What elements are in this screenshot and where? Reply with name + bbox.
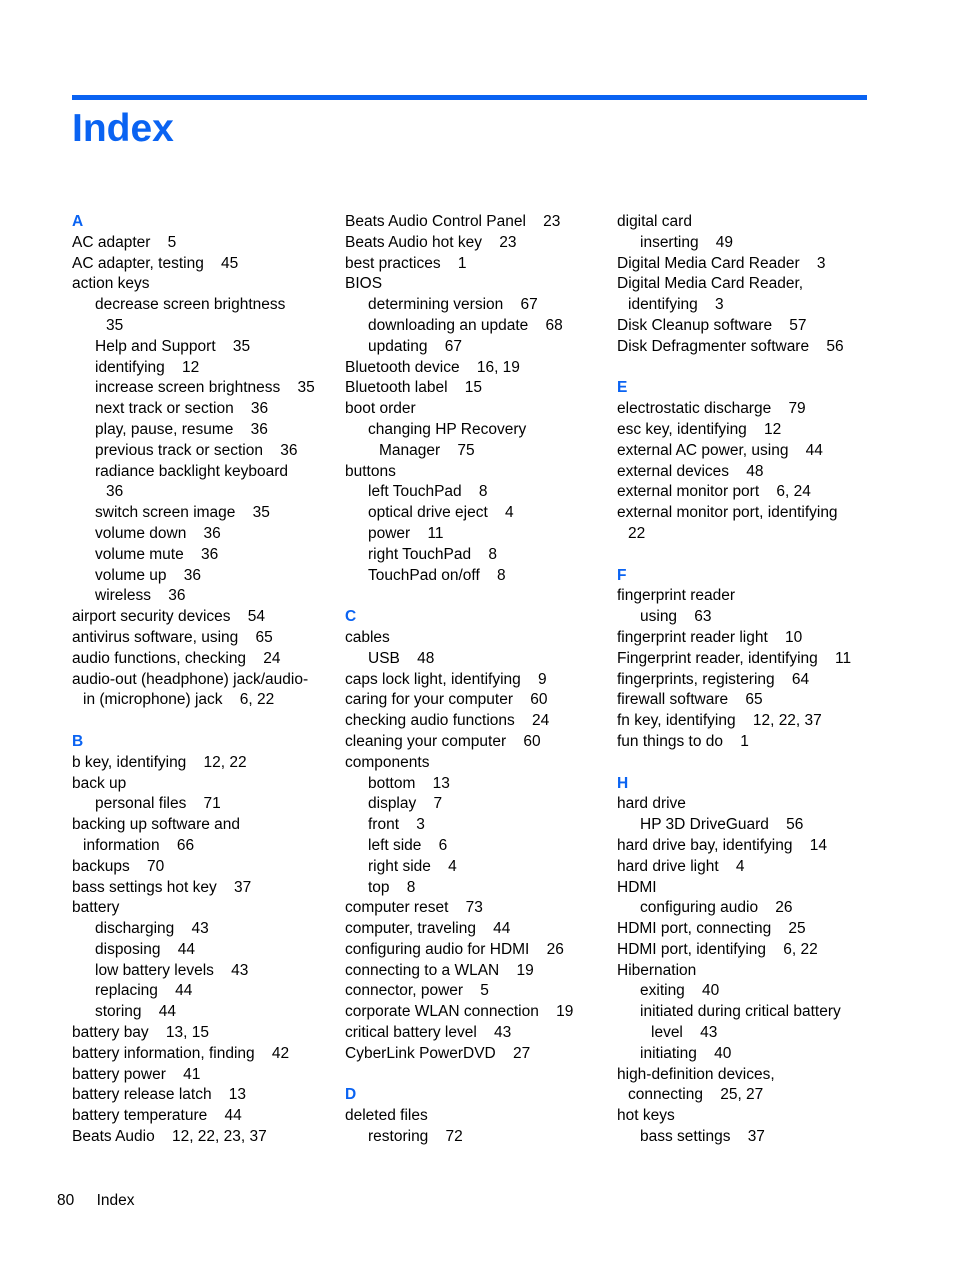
- index-entry: HDMI port, identifying 6, 22: [617, 940, 818, 958]
- index-subentry: right side 4: [368, 857, 457, 875]
- index-entry: connecting 25, 27: [628, 1086, 764, 1104]
- index-entry: Beats Audio hot key 23: [345, 233, 517, 251]
- section-letter-heading: H: [617, 774, 629, 792]
- index-subentry: Manager 75: [379, 441, 475, 459]
- index-subentry: level 43: [651, 1024, 718, 1042]
- section-letter-heading: D: [345, 1086, 357, 1104]
- index-subentry: previous track or section 36: [95, 441, 298, 459]
- footer-label: Index: [96, 1192, 135, 1209]
- index-entry: backing up software and: [72, 816, 241, 834]
- index-entry: connecting to a WLAN 19: [345, 961, 534, 979]
- index-entry: hard drive bay, identifying 14: [617, 836, 827, 854]
- index-subentry: identifying 12: [95, 358, 200, 376]
- section-gap: [617, 358, 887, 379]
- index-entry: 22: [628, 524, 646, 542]
- index-entry: external devices 48: [617, 462, 764, 480]
- index-entry: Disk Cleanup software 57: [617, 316, 807, 334]
- index-subentry: personal files 71: [95, 795, 221, 813]
- index-subentry: low battery levels 43: [95, 961, 249, 979]
- index-entry: CyberLink PowerDVD 27: [345, 1044, 531, 1062]
- index-column-2: [345, 212, 615, 1148]
- index-entry: high-definition devices,: [617, 1065, 775, 1083]
- index-entry: firewall software 65: [617, 691, 763, 709]
- page-title: Index: [72, 107, 174, 150]
- index-subentry: volume down 36: [95, 524, 221, 542]
- index-entry: computer, traveling 44: [345, 920, 511, 938]
- index-entry: battery bay 13, 15: [72, 1024, 210, 1042]
- index-subentry: downloading an update 68: [368, 316, 563, 334]
- index-subentry: initiated during critical battery: [640, 1003, 841, 1021]
- section-letter-heading: A: [72, 213, 84, 230]
- page-number: 80: [57, 1192, 75, 1209]
- index-entry: fn key, identifying 12, 22, 37: [617, 712, 822, 730]
- index-subentry: bass settings 37: [640, 1128, 765, 1146]
- index-entry: back up: [72, 774, 127, 792]
- index-entry: Digital Media Card Reader 3: [617, 254, 826, 272]
- index-subentry: updating 67: [368, 337, 462, 355]
- index-subentry: initiating 40: [640, 1044, 732, 1062]
- section-letter-heading: C: [345, 608, 357, 626]
- index-entry: backups 70: [72, 857, 165, 875]
- index-subentry: USB 48: [368, 649, 435, 667]
- index-subentry: using 63: [640, 608, 712, 626]
- index-subentry: determining version 67: [368, 296, 538, 314]
- section-letter-heading: E: [617, 379, 628, 397]
- index-entry: fingerprints, registering 64: [617, 670, 810, 688]
- index-subentry: display 7: [368, 795, 443, 813]
- index-entry: in (microphone) jack 6, 22: [83, 691, 275, 709]
- index-entry: battery power 41: [72, 1065, 201, 1083]
- index-entry: Beats Audio Control Panel 23: [345, 213, 561, 230]
- index-subentry: increase screen brightness 35: [95, 379, 315, 397]
- index-entry: external monitor port 6, 24: [617, 483, 811, 501]
- index-subentry: bottom 13: [368, 774, 450, 792]
- index-entry: Fingerprint reader, identifying 11: [617, 649, 852, 667]
- index-entry: esc key, identifying 12: [617, 420, 782, 438]
- index-entry: hard drive: [617, 795, 686, 813]
- index-entry: identifying 3: [628, 296, 724, 314]
- index-subentry: power 11: [368, 524, 444, 542]
- index-entry: Disk Defragmenter software 56: [617, 337, 844, 355]
- index-entry: HDMI: [617, 878, 657, 896]
- index-entry: fun things to do 1: [617, 732, 749, 750]
- index-subentry: switch screen image 35: [95, 504, 270, 522]
- index-entry: audio functions, checking 24: [72, 649, 281, 667]
- index-subentry: TouchPad on/off 8: [368, 566, 506, 584]
- index-entry: Digital Media Card Reader,: [617, 275, 804, 293]
- index-entry: fingerprint reader: [617, 587, 736, 605]
- section-gap: [345, 1065, 615, 1086]
- index-subentry: decrease screen brightness: [95, 296, 286, 314]
- index-entry: caring for your computer 60: [345, 691, 548, 709]
- index-subentry: HP 3D DriveGuard 56: [640, 816, 804, 834]
- index-entry: b key, identifying 12, 22: [72, 753, 247, 771]
- index-subentry: next track or section 36: [95, 400, 269, 418]
- title-rule: [72, 95, 867, 100]
- index-subentry: 36: [106, 483, 124, 501]
- index-entry: cables: [345, 628, 390, 646]
- section-letter-heading: F: [617, 566, 627, 584]
- section-gap: [617, 753, 887, 774]
- index-entry: digital card: [617, 213, 692, 230]
- index-entry: HDMI port, connecting 25: [617, 920, 806, 938]
- index-subentry: inserting 49: [640, 233, 734, 251]
- index-entry: Beats Audio 12, 22, 23, 37: [72, 1128, 267, 1146]
- index-subentry: right TouchPad 8: [368, 545, 497, 563]
- index-subentry: left side 6: [368, 836, 448, 854]
- index-entry: Bluetooth label 15: [345, 379, 483, 397]
- index-entry: Bluetooth device 16, 19: [345, 358, 520, 376]
- index-subentry: 35: [106, 316, 124, 334]
- index-entry: hot keys: [617, 1107, 675, 1125]
- index-subentry: configuring audio 26: [640, 899, 793, 917]
- index-subentry: volume up 36: [95, 566, 201, 584]
- index-entry: battery temperature 44: [72, 1107, 242, 1125]
- index-entry: cleaning your computer 60: [345, 732, 541, 750]
- index-entry: configuring audio for HDMI 26: [345, 940, 564, 958]
- index-entry: AC adapter 5: [72, 233, 177, 251]
- index-entry: audio-out (headphone) jack/audio-: [72, 670, 309, 688]
- index-entry: critical battery level 43: [345, 1024, 512, 1042]
- index-subentry: discharging 43: [95, 920, 209, 938]
- index-subentry: Help and Support 35: [95, 337, 251, 355]
- index-entry: buttons: [345, 462, 396, 480]
- index-entry: Hibernation: [617, 961, 697, 979]
- index-entry: antivirus software, using 65: [72, 628, 273, 646]
- index-entry: components: [345, 753, 430, 771]
- index-entry: electrostatic discharge 79: [617, 400, 806, 418]
- index-entry: battery: [72, 899, 120, 917]
- index-subentry: radiance backlight keyboard: [95, 462, 289, 480]
- index-subentry: disposing 44: [95, 940, 195, 958]
- index-subentry: front 3: [368, 816, 425, 834]
- section-gap: [72, 711, 342, 732]
- page-footer: [57, 1191, 134, 1211]
- index-entry: best practices 1: [345, 254, 467, 272]
- index-entry: external monitor port, identifying: [617, 504, 838, 522]
- index-entry: AC adapter, testing 45: [72, 254, 239, 272]
- index-entry: bass settings hot key 37: [72, 878, 252, 896]
- index-entry: fingerprint reader light 10: [617, 628, 803, 646]
- index-entry: external AC power, using 44: [617, 441, 823, 459]
- index-entry: caps lock light, identifying 9: [345, 670, 547, 688]
- index-subentry: left TouchPad 8: [368, 483, 488, 501]
- index-entry: deleted files: [345, 1107, 428, 1125]
- index-subentry: exiting 40: [640, 982, 720, 1000]
- index-subentry: optical drive eject 4: [368, 504, 514, 522]
- index-subentry: top 8: [368, 878, 416, 896]
- index-entry: connector, power 5: [345, 982, 489, 1000]
- index-entry: battery information, finding 42: [72, 1044, 290, 1062]
- section-gap: [617, 545, 887, 566]
- index-subentry: replacing 44: [95, 982, 193, 1000]
- index-subentry: play, pause, resume 36: [95, 420, 268, 438]
- index-entry: computer reset 73: [345, 899, 483, 917]
- index-entry: hard drive light 4: [617, 857, 745, 875]
- index-subentry: storing 44: [95, 1003, 176, 1021]
- section-letter-heading: B: [72, 732, 84, 750]
- index-entry: BIOS: [345, 275, 383, 293]
- index-entry: battery release latch 13: [72, 1086, 247, 1104]
- index-entry: information 66: [83, 836, 195, 854]
- index-entry: boot order: [345, 400, 416, 418]
- index-column-1: [72, 212, 342, 1148]
- index-subentry: restoring 72: [368, 1128, 463, 1146]
- index-entry: checking audio functions 24: [345, 712, 550, 730]
- index-entry: airport security devices 54: [72, 608, 265, 626]
- index-subentry: volume mute 36: [95, 545, 219, 563]
- index-subentry: changing HP Recovery: [368, 420, 527, 438]
- index-entry: action keys: [72, 275, 150, 293]
- section-gap: [345, 586, 615, 607]
- index-column-3: [617, 212, 887, 1148]
- index-subentry: wireless 36: [95, 587, 186, 605]
- index-entry: corporate WLAN connection 19: [345, 1003, 574, 1021]
